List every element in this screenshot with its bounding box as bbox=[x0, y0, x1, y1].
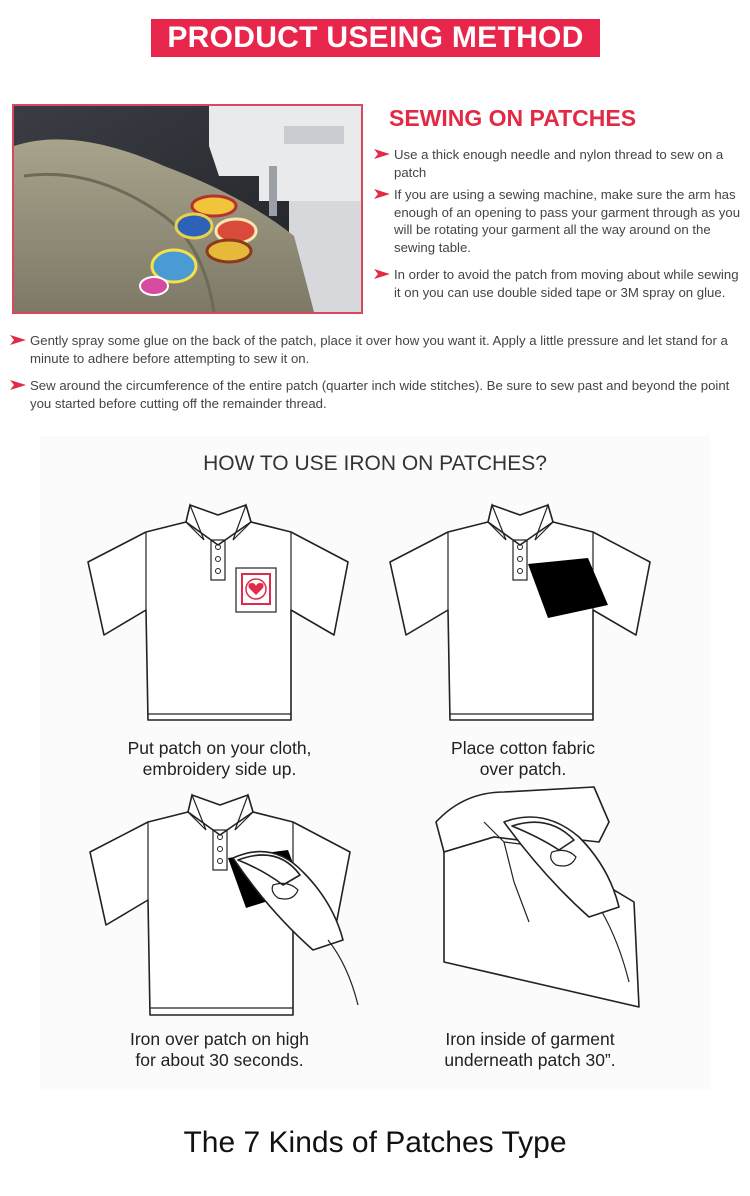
heart-patch-icon bbox=[242, 574, 270, 604]
step-caption: Iron inside of garment underneath patch 30”. bbox=[444, 1029, 616, 1070]
sewing-tip: Gently spray some glue on the back of the patch, place it over how you want it. Apply a little pressure and let stand for a minute to adhere before attempting to sew it on. bbox=[30, 332, 742, 367]
red-arrow-icon bbox=[10, 380, 26, 390]
shirt-with-patch-illustration bbox=[86, 500, 352, 733]
step-caption: Place cotton fabric over patch. bbox=[451, 738, 595, 779]
red-arrow-icon bbox=[10, 335, 26, 345]
iron-inside-garment-illustration bbox=[434, 782, 710, 1027]
sewing-machine-photo bbox=[12, 104, 363, 314]
patch-types-heading: The 7 Kinds of Patches Type bbox=[183, 1126, 567, 1159]
sewing-tip: Sew around the circumference of the entire patch (quarter inch wide stitches). Be sure to sew past and beyond the point you started before cutting off the remainder thread. bbox=[30, 377, 742, 412]
shirt-with-fabric-illustration bbox=[388, 500, 654, 733]
red-arrow-icon bbox=[374, 149, 390, 159]
page-title-banner: PRODUCT USEING METHOD bbox=[151, 19, 600, 57]
step-caption: Put patch on your cloth, embroidery side up. bbox=[127, 738, 312, 779]
red-arrow-icon bbox=[374, 269, 390, 279]
iron-section-title: HOW TO USE IRON ON PATCHES? bbox=[203, 452, 547, 475]
step-caption: Iron over patch on high for about 30 seconds. bbox=[129, 1029, 309, 1070]
sewing-tip: Use a thick enough needle and nylon thread to sew on a patch bbox=[394, 146, 744, 181]
red-arrow-icon bbox=[374, 189, 390, 199]
sewing-tip: In order to avoid the patch from moving about while sewing it on you can use double sided tape or 3M spray on glue. bbox=[394, 266, 744, 301]
sewing-tip: If you are using a sewing machine, make sure the arm has enough of an opening to pass your garment through as you will be rotating your garment all the way around on the sewing table. bbox=[394, 186, 744, 256]
iron-over-patch-illustration bbox=[88, 790, 368, 1027]
sewing-section-title: SEWING ON PATCHES bbox=[389, 105, 637, 131]
